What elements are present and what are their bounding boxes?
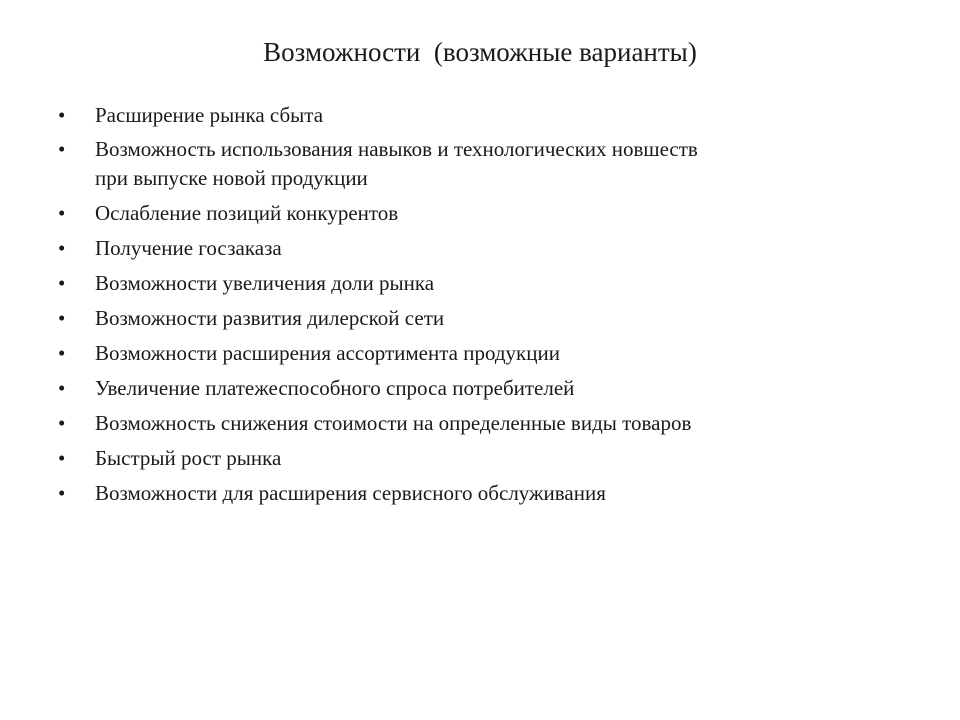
list-item-text: Возможность использования навыков и технологических новшеств: [95, 137, 698, 161]
bullet-icon: •: [58, 376, 66, 400]
bullet-list: [58, 100, 918, 513]
bullet-icon: •: [58, 411, 66, 435]
list-item: [58, 338, 918, 368]
bullet-icon: •: [58, 446, 66, 470]
bullet-icon: •: [58, 481, 66, 505]
list-item-text: Расширение рынка сбыта: [95, 103, 324, 127]
bullet-icon: •: [58, 201, 66, 225]
bullet-icon: •: [58, 306, 66, 330]
bullet-icon: •: [58, 137, 66, 161]
list-item: [58, 478, 918, 508]
list-item: [58, 233, 918, 263]
list-item-text: Возможности развития дилерской сети: [95, 306, 445, 330]
list-item: [58, 443, 918, 473]
bullet-icon: •: [58, 271, 66, 295]
list-item-text: Возможности увеличения доли рынка: [95, 271, 435, 295]
list-item: [58, 303, 918, 333]
bullet-icon: •: [58, 103, 66, 127]
list-item-text-continued: при выпуске новой продукции: [95, 166, 368, 190]
slide-title: Возможности (возможные варианты): [263, 37, 697, 67]
list-item-text: Возможность снижения стоимости на определенные виды товаров: [95, 411, 692, 435]
list-item-text: Увеличение платежеспособного спроса потребителей: [95, 376, 575, 400]
list-item: [58, 135, 918, 193]
list-item-text: Ослабление позиций конкурентов: [95, 201, 399, 225]
list-item: [58, 268, 918, 298]
list-item: [58, 408, 918, 438]
list-item: [58, 373, 918, 403]
list-item-text: Получение госзаказа: [95, 236, 282, 260]
bullet-icon: •: [58, 236, 66, 260]
list-item-text: Возможности для расширения сервисного обслуживания: [95, 481, 606, 505]
list-item-text: Возможности расширения ассортимента продукции: [95, 341, 560, 365]
list-item: [58, 100, 918, 130]
bullet-icon: •: [58, 341, 66, 365]
list-item-text: Быстрый рост рынка: [95, 446, 282, 470]
list-item: [58, 198, 918, 228]
